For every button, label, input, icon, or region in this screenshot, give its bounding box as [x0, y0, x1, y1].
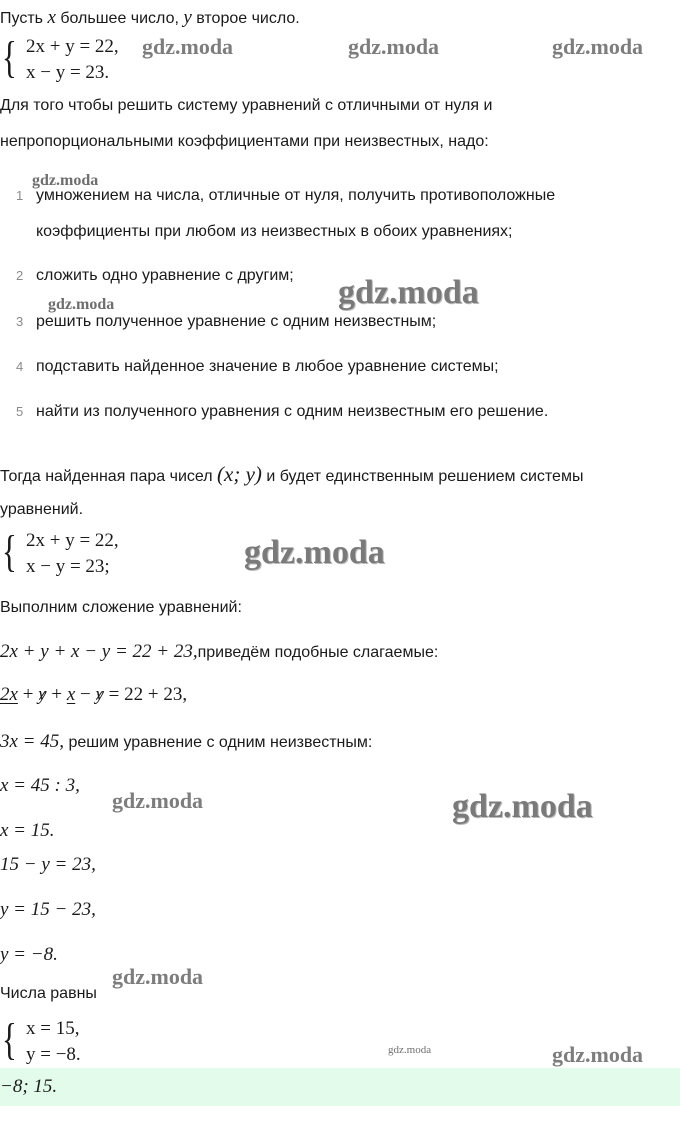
step-number: 3: [16, 314, 24, 329]
intro-line: [0, 8, 300, 29]
watermark: gdz.moda: [552, 1042, 644, 1067]
var-y: y: [183, 7, 192, 28]
intro-suffix: второе число.: [191, 10, 300, 27]
solve-step: y = −8.: [0, 944, 58, 965]
system-3-eq1: x = 15,: [26, 1018, 80, 1039]
step-1-line-1: умножением на числа, отличные от нуля, получить противоположные: [36, 187, 556, 204]
step-number: 5: [16, 404, 24, 419]
step-3: решить полученное уравнение с одним неизвестным;: [36, 313, 437, 330]
system-3-eq2: y = −8.: [26, 1044, 81, 1065]
step-5: найти из полученного уравнения с одним неизвестным его решение.: [36, 403, 549, 420]
solve-step: x = 15.: [0, 820, 55, 841]
watermark: gdz.moda: [552, 34, 644, 59]
brace: {: [2, 1015, 17, 1064]
brace: {: [2, 33, 17, 82]
method-line-1: Для того чтобы решить систему уравнений с отличными от нуля и: [0, 97, 493, 114]
sum-text: приведём подобные слагаемые:: [197, 644, 439, 661]
watermark: gdz.moda: [388, 1044, 432, 1056]
step-4: подставить найденное значение в любое уравнение системы;: [36, 358, 499, 375]
term-x: x: [66, 684, 76, 705]
watermark: gdz.moda: [348, 34, 440, 59]
watermark: gdz.moda: [48, 296, 115, 313]
crossed-equation: [0, 685, 187, 705]
three-x-math: 3x = 45,: [0, 731, 65, 752]
var-x: x: [47, 7, 56, 28]
three-x-text: решим уравнение с одним неизвестным:: [64, 734, 373, 751]
op-plus: +: [17, 684, 39, 705]
three-x-line: [0, 732, 372, 753]
add-label: Выполним сложение уравнений:: [0, 599, 242, 616]
step-number: 1: [16, 188, 24, 203]
conclusion-line-2: уравнений.: [0, 501, 84, 518]
sum-math: 2x + y + x − y = 22 + 23,: [0, 641, 198, 662]
solve-step: y = 15 − 23,: [0, 899, 96, 920]
numbers-label: Числа равны: [0, 985, 97, 1002]
conclusion-suffix: и будет единственным решением системы: [261, 468, 584, 485]
answer-value: −8; 15.: [0, 1076, 58, 1097]
conclusion-prefix: Тогда найденная пара чисел: [0, 468, 218, 485]
watermark: gdz.moda: [112, 788, 204, 813]
answer-box: [0, 1068, 680, 1106]
intro-middle: большее число,: [55, 10, 184, 27]
equation-rest: = 22 + 23,: [103, 684, 188, 705]
system-2-eq1: 2x + y = 22,: [26, 530, 119, 551]
intro-prefix: Пусть: [0, 10, 48, 27]
term-y-crossed: y: [38, 684, 47, 705]
system-1-eq2: x − y = 23.: [26, 62, 110, 83]
watermark: gdz.moda: [338, 274, 479, 311]
term-2x: 2x: [0, 684, 18, 705]
system-2: [0, 528, 200, 580]
step-number: 4: [16, 359, 24, 374]
step-number: 2: [16, 268, 24, 283]
brace: {: [2, 527, 17, 576]
step-1-line-2: коэффициенты при любом из неизвестных в обоих уравнениях;: [36, 223, 513, 240]
pair: (x; y): [217, 462, 262, 486]
term-y-crossed: y: [95, 684, 104, 705]
watermark: gdz.moda: [452, 788, 593, 825]
system-3: [0, 1016, 200, 1068]
watermark: gdz.moda: [112, 964, 204, 989]
system-2-eq2: x − y = 23;: [26, 556, 110, 577]
watermark: gdz.moda: [244, 534, 385, 571]
watermark: gdz.moda: [142, 34, 234, 59]
op-plus: +: [46, 684, 67, 705]
watermark: gdz.moda: [32, 172, 99, 189]
solve-step: 15 − y = 23,: [0, 854, 96, 875]
conclusion-line-1: [0, 464, 583, 487]
op-minus: −: [75, 684, 96, 705]
step-2: сложить одно уравнение с другим;: [36, 267, 294, 284]
sum-equation: [0, 642, 438, 663]
solve-step: x = 45 : 3,: [0, 775, 80, 796]
method-line-2: непропорциональными коэффициентами при неизвестных, надо:: [0, 133, 489, 150]
system-1-eq1: 2x + y = 22,: [26, 36, 119, 57]
